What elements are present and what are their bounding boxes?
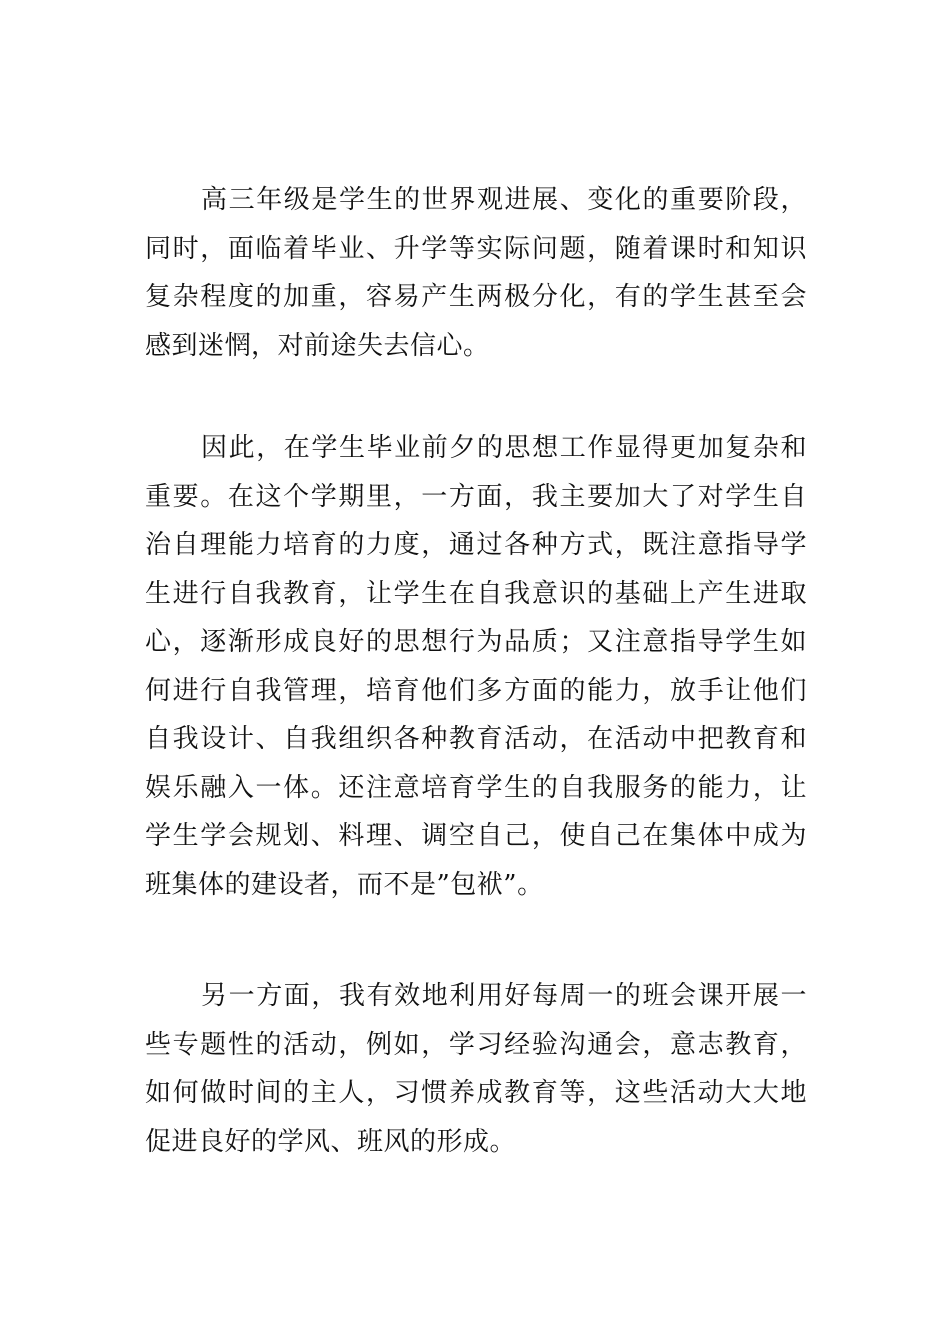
- paragraph-3: 另一方面，我有效地利用好每周一的班会课开展一些专题性的活动，例如，学习经验沟通会，意志教育，如何做时间的主人，习惯养成教育等，这些活动大大地促进良好的学风、班风的形成。: [145, 981, 807, 1157]
- paragraph-1: 高三年级是学生的世界观进展、变化的重要阶段，同时，面临着毕业、升学等实际问题，随着课时和知识复杂程度的加重，容易产生两极分化，有的学生甚至会感到迷惘，对前途失去信心。: [145, 185, 807, 361]
- paragraph-2: 因此，在学生毕业前夕的思想工作显得更加复杂和重要。在这个学期里，一方面，我主要加大了对学生自治自理能力培育的力度，通过各种方式，既注意指导学生进行自我教育，让学生在自我意识的基础上产生进取心，逐渐形成良好的思想行为品质；又注意指导学生如何进行自我管理，培育他们多方面的能力，放手让他们自我设计、自我组织各种教育活动，在活动中把教育和娱乐融入一体。还注意培育学生的自我服务的能力，让学生学会规划、料理、调空自己，使自己在集体中成为班集体的建设者，而不是”包袱”。: [145, 433, 807, 900]
